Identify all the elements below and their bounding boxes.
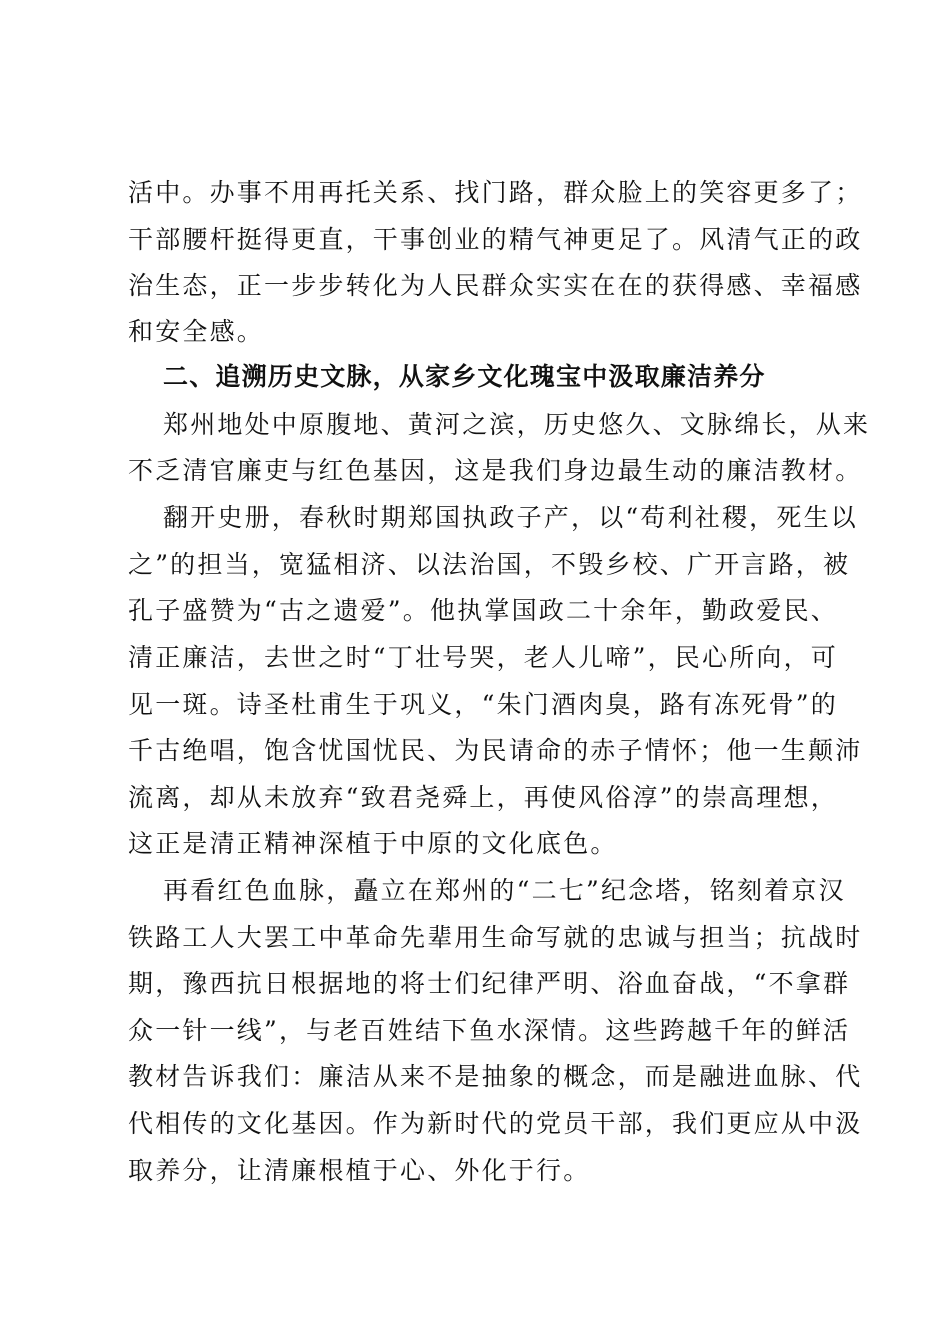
text-line: 活中。办事不用再托关系、找门路，群众脸上的笑容更多了； [128, 178, 863, 207]
text-line: 取养分，让清廉根植于心、外化于行。 [128, 1156, 591, 1185]
text-line: 代相传的文化基因。作为新时代的党员干部，我们更应从中汲 [128, 1109, 863, 1138]
text-line: 治生态，正一步步转化为人民群众实实在在的获得感、幸福感 [128, 271, 863, 300]
text-line: 之”的担当，宽猛相济、以法治国，不毁乡校、广开言路，被 [128, 550, 851, 579]
text-line: 再看红色血脉，矗立在郑州的“二七”纪念塔，铭刻着京汉 [163, 876, 846, 905]
text-line: 见一斑。诗圣杜甫生于巩义，“朱门酒肉臭，路有冻死骨”的 [128, 690, 838, 719]
text-line: 郑州地处中原腹地、黄河之滨，历史悠久、文脉绵长，从来 [163, 410, 871, 439]
text-line: 这正是清正精神深植于中原的文化底色。 [128, 829, 618, 858]
text-line: 干部腰杆挺得更直，干事创业的精气神更足了。风清气正的政 [128, 225, 863, 254]
text-line: 翻开史册，春秋时期郑国执政子产，以“苟利社稷，死生以 [163, 503, 858, 532]
text-line: 铁路工人大罢工中革命先辈用生命写就的忠诚与担当；抗战时 [128, 923, 863, 952]
text-line: 教材告诉我们：廉洁从来不是抽象的概念，而是融进血脉、代 [128, 1062, 863, 1091]
section-heading: 二、追溯历史文脉，从家乡文化瑰宝中汲取廉洁养分 [163, 362, 766, 391]
text-line: 不乏清官廉吏与红色基因，这是我们身边最生动的廉洁教材。 [128, 456, 863, 485]
text-line: 清正廉洁，去世之时“丁壮号哭，老人儿啼”，民心所向，可 [128, 643, 838, 672]
text-line: 孔子盛赞为“古之遗爱”。他执掌国政二十余年，勤政爱民、 [128, 596, 838, 625]
text-line: 期，豫西抗日根据地的将士们纪律严明、浴血奋战，“不拿群 [128, 969, 851, 998]
text-line: 众一针一线”，与老百姓结下鱼水深情。这些跨越千年的鲜活 [128, 1016, 851, 1045]
text-line: 千古绝唱，饱含忧国忧民、为民请命的赤子情怀；他一生颠沛 [128, 736, 863, 765]
text-line: 和安全感。 [128, 317, 265, 346]
text-line: 流离，却从未放弃“致君尧舜上，再使风俗淳”的崇高理想， [128, 783, 838, 812]
